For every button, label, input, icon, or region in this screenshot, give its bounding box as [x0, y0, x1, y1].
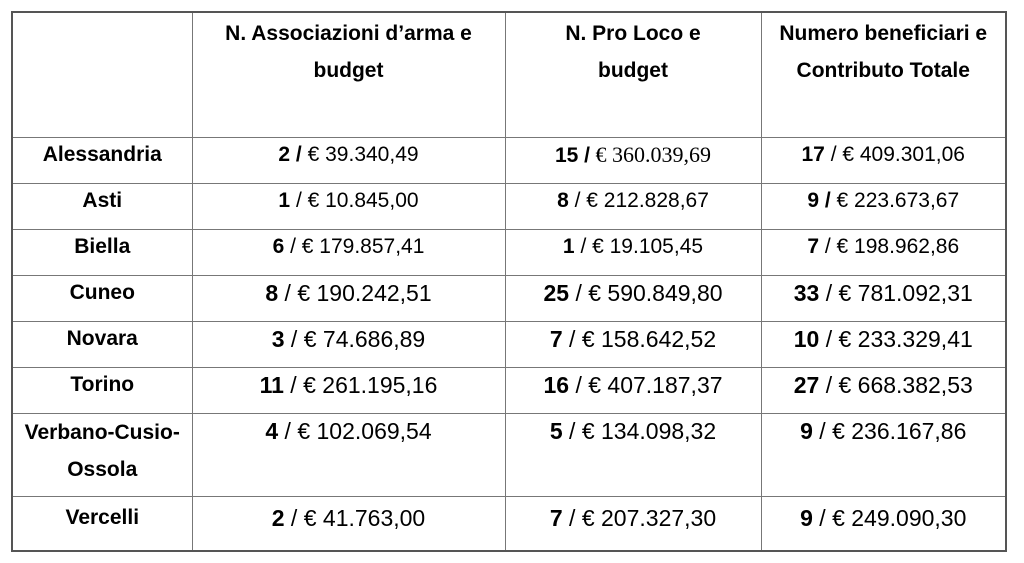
table-row: [12, 137, 1006, 183]
totale-cell: 10 / € 233.329,41: [761, 321, 1006, 367]
associazioni-cell: 1 / € 10.845,00: [192, 183, 505, 229]
province-name: Cuneo: [12, 275, 192, 321]
totale-cell: 9 / € 236.167,86: [761, 413, 1006, 496]
table-row: [12, 321, 1006, 367]
totale-cell: 33 / € 781.092,31: [761, 275, 1006, 321]
pro-loco-cell: 15 / € 360.039,69: [505, 137, 761, 183]
header-row: [12, 12, 1006, 137]
pro-loco-cell: 8 / € 212.828,67: [505, 183, 761, 229]
province-name: Biella: [12, 229, 192, 275]
pro-loco-cell: 7 / € 158.642,52: [505, 321, 761, 367]
province-name: Novara: [12, 321, 192, 367]
table-row: [12, 275, 1006, 321]
province-name: Verbano-Cusio-Ossola: [12, 413, 192, 496]
associazioni-cell: 2 / € 39.340,49: [192, 137, 505, 183]
table-row: [12, 413, 1006, 496]
header-empty: [12, 12, 192, 137]
header-pro-loco: N. Pro Loco e budget: [505, 12, 761, 137]
pro-loco-cell: 5 / € 134.098,32: [505, 413, 761, 496]
pro-loco-cell: 25 / € 590.849,80: [505, 275, 761, 321]
table-container: [11, 11, 1007, 552]
table-row: [12, 183, 1006, 229]
associazioni-cell: 6 / € 179.857,41: [192, 229, 505, 275]
totale-cell: 17 / € 409.301,06: [761, 137, 1006, 183]
pro-loco-cell: 7 / € 207.327,30: [505, 496, 761, 551]
totale-cell: 9 / € 249.090,30: [761, 496, 1006, 551]
province-name: Torino: [12, 367, 192, 413]
piemonte-contributions-table: [11, 11, 1007, 552]
pro-loco-cell: 16 / € 407.187,37: [505, 367, 761, 413]
associazioni-cell: 11 / € 261.195,16: [192, 367, 505, 413]
table-row: [12, 367, 1006, 413]
totale-cell: 9 / € 223.673,67: [761, 183, 1006, 229]
table-row: [12, 496, 1006, 551]
totale-cell: 27 / € 668.382,53: [761, 367, 1006, 413]
associazioni-cell: 3 / € 74.686,89: [192, 321, 505, 367]
header-beneficiari: Numero beneficiari e Contributo Totale: [761, 12, 1006, 137]
province-name: Alessandria: [12, 137, 192, 183]
header-associazioni: N. Associazioni d’arma e budget: [192, 12, 505, 137]
associazioni-cell: 2 / € 41.763,00: [192, 496, 505, 551]
pro-loco-cell: 1 / € 19.105,45: [505, 229, 761, 275]
province-name: Asti: [12, 183, 192, 229]
province-name: Vercelli: [12, 496, 192, 551]
totale-cell: 7 / € 198.962,86: [761, 229, 1006, 275]
associazioni-cell: 8 / € 190.242,51: [192, 275, 505, 321]
table-row: [12, 229, 1006, 275]
associazioni-cell: 4 / € 102.069,54: [192, 413, 505, 496]
